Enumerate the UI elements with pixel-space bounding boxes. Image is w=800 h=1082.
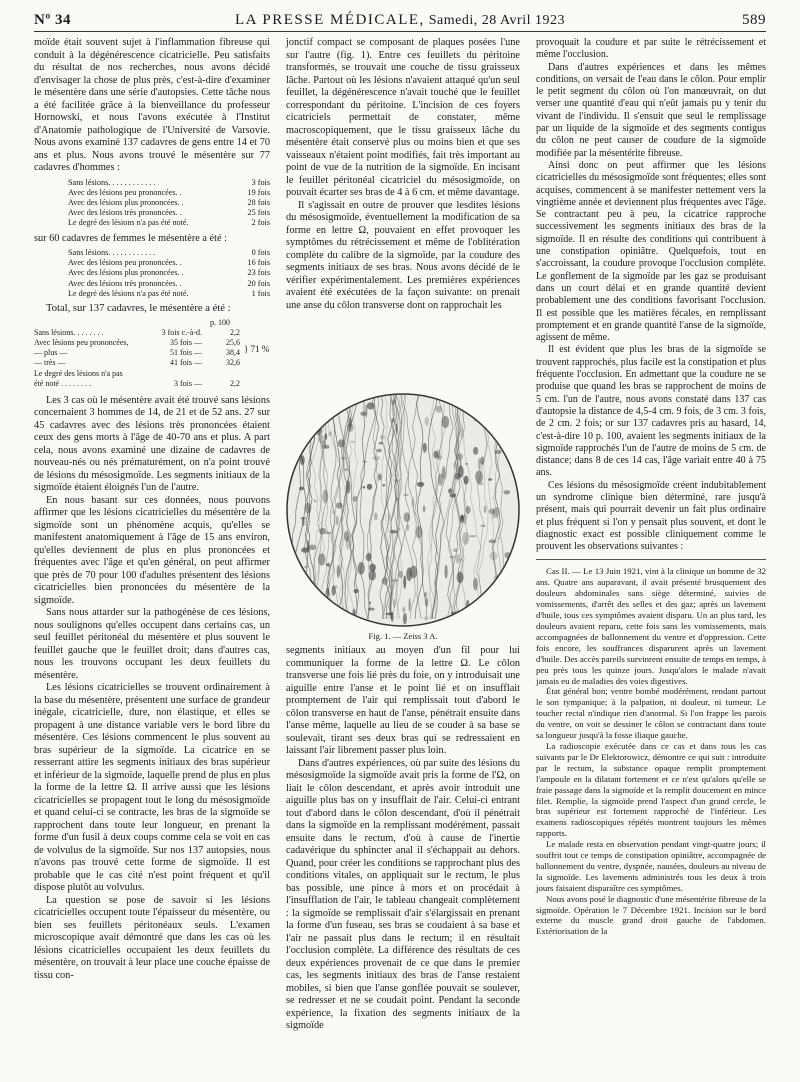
stat-value: 25 fois	[247, 208, 270, 218]
column-2-bottom	[286, 645, 520, 1033]
stat-value: 23 fois	[247, 268, 270, 278]
total-label: — très —	[34, 358, 66, 368]
figure-caption: Fig. 1. — Zeiss 3 A.	[368, 631, 438, 641]
micrograph-figure	[286, 391, 520, 629]
stat-value: 16 fois	[247, 258, 270, 268]
stat-row	[34, 198, 270, 208]
total-label: Avec lésions peu prononcées,	[34, 337, 129, 347]
stat-value: 20 fois	[247, 278, 270, 288]
stat-value: 3 fois	[251, 177, 270, 187]
total-intro: Total, sur 137 cadavres, le mésentère a été :	[46, 303, 231, 315]
case-paragraph: État général bon; ventre bombé modérément, rendant partout le son tympanique; à la palpation, ni douleur, ni tumeur. Le toucher rectal n'indique rien d'anormal. Si l'on frappe les parois du ventre, on voit se dessiner le côlon se contractant dans toute sa longueur jusqu'à la fosse iliaque gauche.	[536, 686, 766, 741]
paragraph: Ces lésions du mésosigmoïde créent indubitablement un syndrome clinique bien déterminé, rare jusqu'à présent, mais qui pourrait devenir un fait plus ordinaire et plus fréquent si l'on y pensait plus souvent, et dont le diagnostic exact est possible cliniquement comme le prouvent les observations suivantes :	[536, 479, 766, 553]
paragraph: Les lésions cicatricielles se trouvent ordinairement à la base du mésentère, présentent une surface de grandeur inégale, cicatricielle, dure, non élastique, et elles se propagent à une distance variable vers le bord libre du mésentère. Ces lésions commencent le plus souvent au bras supérieur de la sigmoïde. La cicatrice en se resserrant attire les segments initiaux des bras supérieur et inférieur de la sigmoïde, laquelle prend de plus en plus la forme de la lettre Ω. Il arrive aussi que les lésions cicatricielles se propagent tout le long du mésosigmoïde et quand celui-ci se contracte, les bras de la sigmoïde se rapprochent dans toute leur longueur, en prenant la forme d'un fusil à deux coups comme cela se voit en cas de volvulus de la sigmoïde. Sur nos 137 autopsies, nous n'avons pas trouvé cette forme de sigmoïde. Il est probable que le cas cité n'est point fréquent et qu'il dispose plutôt au volvulus.	[34, 682, 270, 894]
stat-row	[34, 248, 270, 258]
paragraph: Ainsi donc on peut affirmer que les lésions cicatricielles du mésosigmoïde sont fréquentes; elles sont acquises, commencent à se manifester nettement vers la vingtième année et deviennent plus fréquentes avec l'âge. Se contractant peu à peu, la cicatrice rapproche successivement les segments initiaux des bras de la sigmoïde. Il en résulte des conditions qui contribuent à une constipation opiniâtre. Quelquefois, tout en s'accroissant, la coudure provoque l'occlusion complète. Le gonflement de la sigmoïde par les gaz se produisant dans un court délai et en grande quantité devient probablement une des conditions favorisant l'occlusion. Il est possible que les matières fécales, en remplissant promptement et en grande quantité l'anse de la sigmoïde, agissent de même.	[536, 159, 766, 344]
case-paragraph: La radioscopie exécutée dans ce cas et dans tous les cas suivants par le Dr Elektorowicz, démontre ce qui suit : introduite par le rectum, la substance opaque remplit promptement l'ampoule en la dilatant fortement et ce n'est qu'alors qu'elle se fraie passage dans la sigmoïde et la remplit doucement en mince filet. Remplie, la sigmoïde prend l'aspect d'un grand cercle, le bras supérieur est fortement rapproché de l'inférieur. Les examens radioscopiques répétés montrent toujours les mêmes rapports.	[536, 740, 766, 839]
stat-row	[34, 188, 270, 198]
total-row	[34, 379, 270, 389]
page-header	[34, 8, 766, 32]
total-row	[34, 348, 270, 358]
stat-row	[34, 268, 270, 278]
stat-row	[34, 289, 270, 299]
total-label: été noté . . . . . . . .	[34, 378, 92, 388]
stat-label: Avec des lésions peu prononcées. .	[68, 187, 182, 197]
paragraph: En nous basant sur ces données, nous pouvons affirmer que les lésions cicatricielles du mésentère de la sigmoïde sont un phénomène acquis, qu'elles se manifestent anatomiquement à l'âge de 15 ans environ, qu'elles deviennent de plus en plus prononcées et fréquentes avec l'âge et qu'en général, on peut affirmer que près de 70 pour 100 d'adultes présentent des lésions cicatricielles bien prononcées du mésentère de la sigmoïde.	[34, 494, 270, 606]
stat-value: 28 fois	[247, 197, 270, 207]
total-pct: 32,6	[226, 358, 240, 368]
journal-name: LA PRESSE MÉDICALE,	[235, 12, 425, 28]
paragraph: moïde était souvent sujet à l'inflammation fibreuse qui conduit à la dégénérescence cicatricielle. Peu satisfaits du résultat de nos recherches, nous avons décidé d'envisager la chose de plus près, c'est-à-dire d'examiner le mésentère dans une série d'autopsies. Cette tâche nous a été facilitée grâce à la bienveillance du professeur Hornowski, et nous l'avons exécutée à l'Institut d'Anatomie pathologique de l'Université de Varsovie. Nous avons examiné 137 cadavres de gens entre 14 et 70 ans et plus. Nous avons trouvé le mésentère sur 77 cadavres d'hommes :	[34, 37, 270, 173]
total-count: 3 fois c.-à-d.	[161, 327, 202, 337]
total-pct: 2,2	[230, 327, 240, 337]
stat-row	[34, 178, 270, 188]
women-statistics-table	[34, 248, 270, 299]
stat-row	[34, 279, 270, 289]
stat-label: Sans lésions. . . . . . . . . . . .	[68, 177, 156, 187]
total-pct	[202, 369, 240, 379]
journal-title	[34, 12, 766, 29]
section-separator	[536, 559, 766, 560]
stat-value: 2 fois	[251, 218, 270, 228]
case-report	[536, 566, 766, 937]
case-paragraph: Nous avons posé le diagnostic d'une mésentérite fibreuse de la sigmoïde. Opération le 7 Décembre 1921. Incision sur le bord externe du muscle grand droit gauche de l'abdomen. Extériorisation de la	[536, 893, 766, 937]
paragraph: jonctif compact se composant de plaques posées l'une sur l'autre (fig. 1). Entre ces feuillets du péritoine transformés, se trouvait une couche de tissu graisseux lâche. Partout où les lésions n'avaient attaqué qu'un seul feuillet, la dégénérescence n'avait touché que le feuillet correspondant du péritoine. L'incision de ces foyers cicatriciels permettait de constater, même macroscopiquement, que le tissu graisseux lâche du mésentère était conservé plus ou moins bien et que ses vaisseaux n'étaient point modifiés, fait très important au point de vue de la nutrition de la sigmoïde. En incisant le feuillet péritonéal cicatriciel du mésosigmoïde, on pouvait écarter ses bras de 4 à 6 cm. et même davantage.	[286, 37, 520, 198]
stat-label: Avec des lésions plus prononcées. .	[68, 197, 184, 207]
paragraph: provoquait la coudure et par suite le rétrécissement et même l'occlusion.	[536, 37, 766, 61]
total-label: — plus —	[34, 348, 68, 358]
total-count: 35 fois —	[170, 337, 202, 347]
micrograph-image	[286, 391, 520, 629]
paragraph: segments initiaux au moyen d'un fil pour lui communiquer la forme de la lettre Ω. Le côlon transverse une fois lié près du foie, on y introduisait une aiguille entre l'anse et le point lié et on insufflait promptement de l'air qui remplissait tout d'abord le côlon transverse en haut de l'anse, pénétrait ensuite dans l'anse même, laquelle au lieu de se couder à sa base se soulevait, tirant ses deux bras qui se redressaient en laissant l'air librement passer plus loin.	[286, 645, 520, 756]
paragraph: Sans nous attarder sur la pathogénèse de ces lésions, nous soulignons qu'elles occupent dans certains cas, un seul feuillet péritonéal du mésentère et plus souvent le feuillet gauche que le feuillet droit; dans d'autres cas, nous les trouvons occupant les deux feuillets du mésentère.	[34, 607, 270, 681]
stat-row	[34, 208, 270, 218]
total-label: Le degré des lésions n'a pas	[34, 368, 123, 378]
paragraph: sur 60 cadavres de femmes le mésentère a été :	[34, 232, 227, 244]
total-count	[154, 369, 202, 379]
total-pct: 38,4	[226, 348, 240, 358]
stat-value: 19 fois	[247, 187, 270, 197]
paragraph: Les 3 cas où le mésentère avait été trouvé sans lésions concernaient 3 hommes de 14, de 21 et de 52 ans. 27 sur 45 cadavres avec des lésions très prononcées étaient ceux des gens morts à l'âge de 40-70 ans et plus. A part cela, nous avons examiné une dizaine de cadavres de nouveau-nés ou nés prématurément, on n'a point trouvé de lésions du mésosigmoïde. Les segments initiaux de la sigmoïde étaient éloignés l'un de l'autre.	[34, 394, 270, 494]
stat-value: 1 fois	[251, 288, 270, 298]
paragraph: Il est évident que plus les bras de la sigmoïde se trouvent rapprochés, plus facile est la constipation et plus fréquente l'occlusion. En admettant que la coudure ne se produise que quand les bras se rapprochent de moins de 5 cm. l'un de l'autre, nous avons constaté dans 137 cas d'autopsie la distance de 4,5-4 cm. 9 fois, de 3 cm. 3 fois, de 2 cm. 2 fois; or sur 137 cadavres pris au hasard, 14, c'est-à-dire 10 p. 100, avaient les segments initiaux de la sigmoïde rapprochés l'un de l'autre de moins de 5 cm. de distance; dans 8 de ces 14 cas, l'âge variait entre 40 à 75 ans.	[536, 344, 766, 479]
issue-date: Samedi, 28 Avril 1923	[424, 13, 565, 28]
total-label: Sans lésions. . . . . . . .	[34, 327, 104, 337]
stat-label: Avec des lésions peu prononcées. .	[68, 258, 182, 268]
total-pct: 2,2	[230, 378, 240, 388]
stat-label: Le degré des lésions n'a pas été noté.	[68, 288, 189, 298]
stat-label: Avec des lésions très prononcées. .	[68, 278, 182, 288]
men-statistics-table	[34, 178, 270, 229]
total-brace: } 71 %	[244, 343, 270, 354]
page-number: 589	[742, 12, 766, 28]
total-pct: 25,6	[226, 337, 240, 347]
total-row	[34, 328, 270, 338]
paragraph: Dans d'autres expériences, où par suite des lésions du mésosigmoïde la sigmoïde avait pris la forme de l'Ω, on liait le côlon descendant, et après avoir introduit une aiguille plus bas on y insufflait de l'air. Celui-ci entrant tout d'abord dans le côlon descendant, d'où il pénétrait dans la sigmoïde en la remplissant modérément, passait ensuite dans le rectum, d'où à cause de l'inertie cadavérique du sphincter anal il s'échappait au dehors. Quand, pour créer les conditions se rapprochant plus des conditions vitales, on appliquait sur le rectum, le plus bas possible, une pince à mors et on procédait à l'insufflation de l'air, le tableau changeait complètement : la sigmoïde se remplissait d'air s'élargissait en prenant la forme d'un fuseau, ses bras se coudaient à sa base et l'air ne passait plus dans le rectum; il en résultait l'occlusion complète. La différence des résultats de ces deux expériences provenait de ce que dans le premier cas, les segments initiaux des bras de l'anse restaient mobiles, si bien que l'anse gonflée pouvait se soulever, se redresser et ne se coudait point. Pendant la seconde expérience, la fixation des segments initiaux de la sigmoïde	[286, 757, 520, 1031]
stat-label: Sans lésions. . . . . . . . . . . .	[68, 248, 156, 258]
issue-number: Nº 34	[34, 12, 72, 28]
stat-row	[34, 218, 270, 228]
total-count: 41 fois —	[170, 358, 202, 368]
column-1	[34, 37, 270, 982]
stat-value: 0 fois	[251, 248, 270, 258]
paragraph: Dans d'autres expériences et dans les mêmes conditions, on versait de l'eau dans le côlon. Pour emplir le petit segment du côlon où l'on manœuvrait, on dut verser une quantité d'eau qui n'eût jamais pu y tenir du vivant de l'individu. Il s'ensuit que seul le remplissage par un liquide de la sigmoïde et des segments contigus du côlon ne peut causer de coudure de la sigmoïde modifiée par la mésentérite fibreuse.	[536, 61, 766, 159]
stat-row	[34, 258, 270, 268]
paragraph: Il s'agissait en outre de prouver que lesdites lésions du mésosigmoïde, éventuellement la modification de sa forme en lettre Ω, pouvaient en effet provoquer les symptômes du rétrécissement et même de l'oblitération complète du calibre de la sigmoïde, par la coudure des segments initiaux de ses bras. Nous avons décidé de le vérifier expérimentalement. Les premières expériences avaient été exécutées de la façon suivante: on prenait une anse du côlon transverse dont on rapprochait les	[286, 199, 520, 311]
stat-label: Avec des lésions plus prononcées. .	[68, 268, 184, 278]
total-header: p. 100	[210, 317, 230, 327]
stat-label: Avec des lésions très prononcées. .	[68, 208, 182, 218]
total-row	[34, 358, 270, 368]
column-3	[536, 37, 766, 937]
case-paragraph: Le malade resta en observation pendant vingt-quatre jours; il souffrit tout ce temps de constipation opiniâtre, accompagnée de ballonnement du ventre, dyspnée, nausées, douleurs au niveau de la sigmoïde. Les lavements administrés tous les deux à trois jours faisaient disparaître ces symptômes.	[536, 839, 766, 893]
total-count: 3 fois —	[174, 378, 202, 388]
case-paragraph: Cas II. — Le 13 Juin 1921, vint à la clinique un homme de 32 ans. Quatre ans auparavant, il avait présenté brusquement des douleurs abdominales sans siège déterminé, suivies de vomissements, d'arrêt des selles et des gaz; après un lavement d'huile, tous ces symptômes avaient disparu. Un an plus tard, les douleurs avaient reparu, cette fois sans les vomissements, mais accompagnées de ballonnement du ventre et d'oppression. Cette fois encore, les souffrances disparurent après un lavement d'huile. Des accès pareils survinrent ensuite de temps en temps, à peu près tous les quinze jours. Jusqu'alors le malade n'avait jamais eu de maladies des voies digestives.	[536, 566, 766, 686]
total-statistics-table	[34, 318, 270, 389]
total-count: 51 fois —	[170, 348, 202, 358]
header-rule	[34, 31, 766, 32]
total-row	[34, 338, 270, 348]
paragraph: La question se pose de savoir si les lésions cicatricielles occupent toute l'épaisseur du mésentère, ou bien ses feuillets péritonéaux seuls. L'examen microscopique avait démontré que dans les cas où les lésions cicatricielles occupaient les deux feuillets du mésentère, on trouvait à leur place une couche épaisse de tissu con-	[34, 894, 270, 981]
column-2-top	[286, 37, 520, 312]
stat-label: Le degré des lésions n'a pas été noté.	[68, 218, 189, 228]
total-row	[34, 369, 270, 379]
